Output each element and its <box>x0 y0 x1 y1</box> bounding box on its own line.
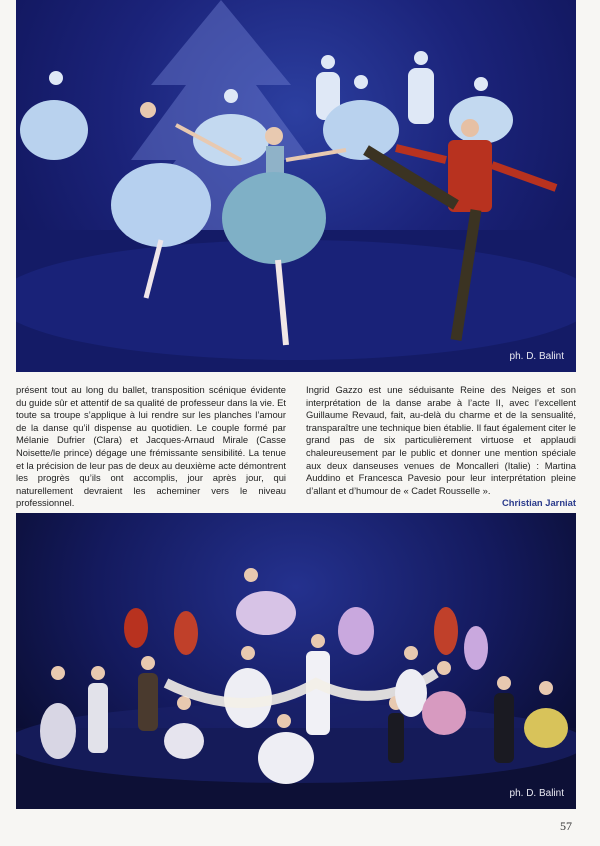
article-column-left: présent tout au long du ballet, transposition scénique évidente du guide sûr et attentif de sa qualité de professeur dans la vie. Et toute sa troupe s’applique à lui rendre sur les planches l’amour de la danse qu’il dispense au quotidien. Le couple formé par Mélanie Dufrier (Clara) et Jacques-Arnaud Mirale (Casse Noisette/le prince) dégage une frémissante sensibilité. La tenue et la précision de leur pas de deux au deuxième acte démontrent les progrès qu’ils ont accomplis, jour après jour, qui naturellement devraient les acheminer vers le niveau professionnel. <box>16 384 286 509</box>
article-author: Christian Jarniat <box>502 497 576 509</box>
photo-credit-bottom: ph. D. Balint <box>509 788 564 799</box>
photo-credit-top: ph. D. Balint <box>509 351 564 362</box>
page-number: 57 <box>560 819 572 833</box>
article-column-right-text: Ingrid Gazzo est une séduisante Reine des Neiges et son interprétation de la danse arabe à l’acte II, avec l’excellent Guillaume Revaud, fait, au-delà du charme et de la sensualité, transparaître une technique bien établie. Il faut également citer le grand pas de six particulièrement virtuose et applaudi chaleureusement par le public et donner une mention spéciale aux deux danseuses venues de Moncalleri (Italie) : Martina Auddino et Francesca Pavesio pour leur interprétation pleine d’allant et d’humour de « Cadet Rousselle ». <box>306 384 576 496</box>
ballet-photo-top <box>16 0 576 372</box>
ballet-scene-illustration <box>16 0 576 372</box>
ballet-finale-illustration <box>16 513 576 809</box>
article-column-right <box>306 384 576 510</box>
ballet-photo-bottom <box>16 513 576 809</box>
